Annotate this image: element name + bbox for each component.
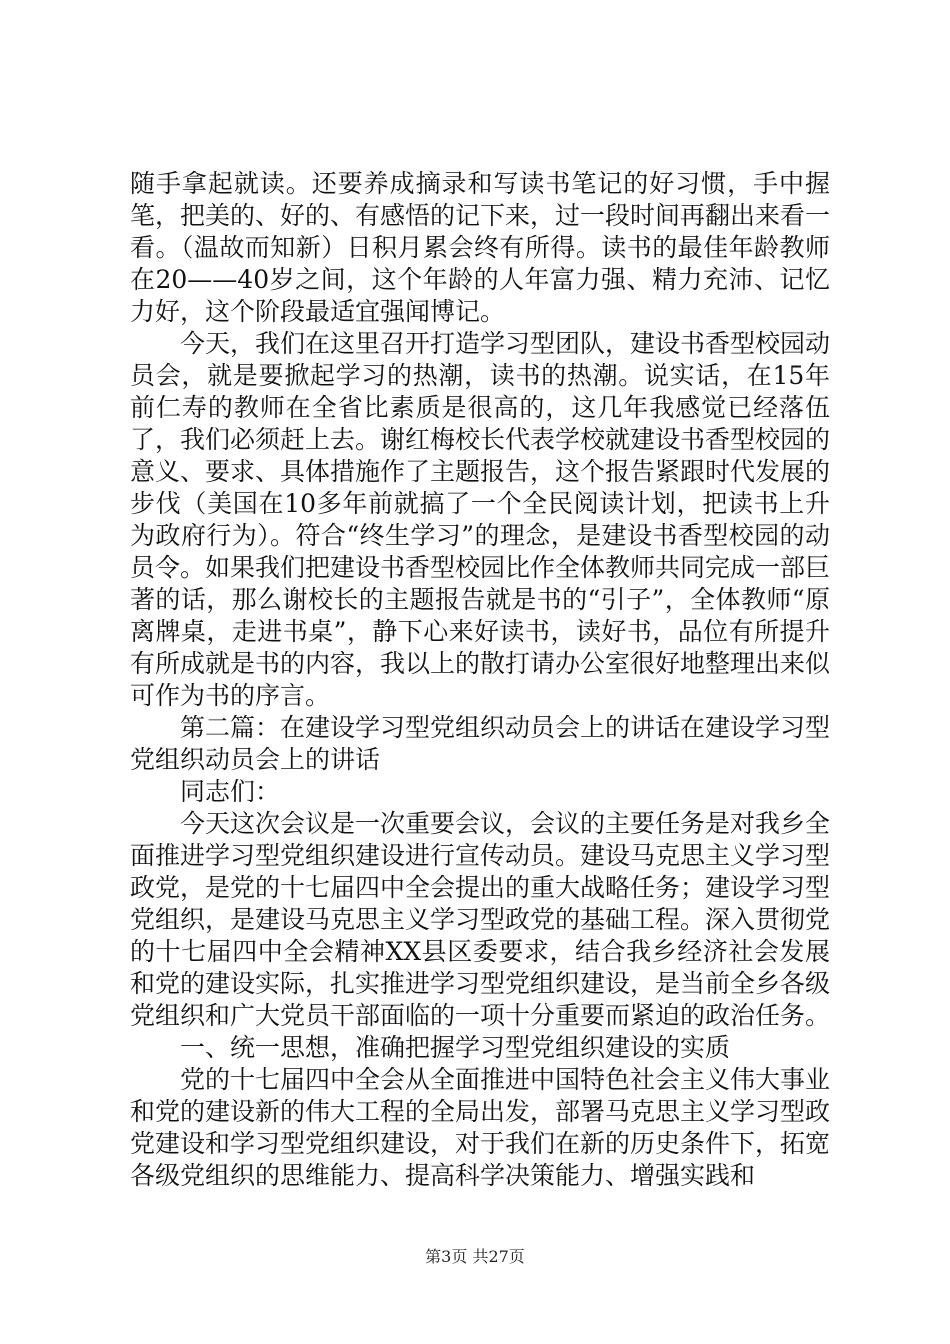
paragraph-mobilization: 今天，我们在这里召开打造学习型团队，建设书香型校园动员会，就是要掀起学习的热潮，读书的热潮。说实话，在15年前仁寿的教师在全省比素质是很高的，这几年我感觉已经落伍了，我们必须赶上去。谢红梅校长代表学校就建设书香型校园的意义、要求、具体措施作了主题报告，这个报告紧跟时代发展的步伐（美国在10多年前就搞了一个全民阅读计划，把读书上升为政府行为）。符合“终生学习”的理念，是建设书香型校园的动员令。如果我们把建设书香型校园比作全体教师共同完成一部巨著的话，那么谢校长的主题报告就是书的“引子”，全体教师“原离牌桌，走进书桌”，静下心来好读书，读好书，品位有所提升有所成就是书的内容，我以上的散打请办公室很好地整理出来似可作为书的序言。 [130, 329, 831, 710]
document-body [130, 168, 830, 1192]
salutation: 同志们： [180, 777, 281, 806]
section-heading-one: 一、统一思想，准确把握学习型党组织建设的实质 [180, 1033, 731, 1062]
section-heading-second-article: 第二篇：在建设学习型党组织动员会上的讲话在建设学习型党组织动员会上的讲话 [130, 713, 831, 774]
paragraph-plenum: 党的十七届四中全会从全面推进中国特色社会主义伟大事业和党的建设新的伟大工程的全局出发，部署马克思主义学习型政党建设和学习型党组织建设，对于我们在新的历史条件下，拓宽各级党组织的思维能力、提高科学决策能力、增强实践和 [130, 1065, 831, 1190]
paragraph-meeting-purpose: 今天这次会议是一次重要会议，会议的主要任务是对我乡全面推进学习型党组织建设进行宣传动员。建设马克思主义学习型政党，是党的十七届四中全会提出的重大战略任务；建设学习型党组织，是建设马克思主义学习型政党的基础工程。深入贯彻党的十七届四中全会精神XX县区委要求，结合我乡经济社会发展和党的建设实际，扎实推进学习型党组织建设，是当前全乡各级党组织和广大党员干部面临的一项十分重要而紧迫的政治任务。 [130, 809, 831, 1030]
page-number-footer: 第3页 共27页 [425, 1247, 525, 1266]
paragraph-continuation: 随手拿起就读。还要养成摘录和写读书笔记的好习惯，手中握笔，把美的、好的、有感悟的记下来，过一段时间再翻出来看一看。（温故而知新）日积月累会终有所得。读书的最佳年龄教师在20——40岁之间，这个年龄的人年富力强、精力充沛、记忆力好，这个阶段最适宜强闻博记。 [130, 169, 831, 326]
